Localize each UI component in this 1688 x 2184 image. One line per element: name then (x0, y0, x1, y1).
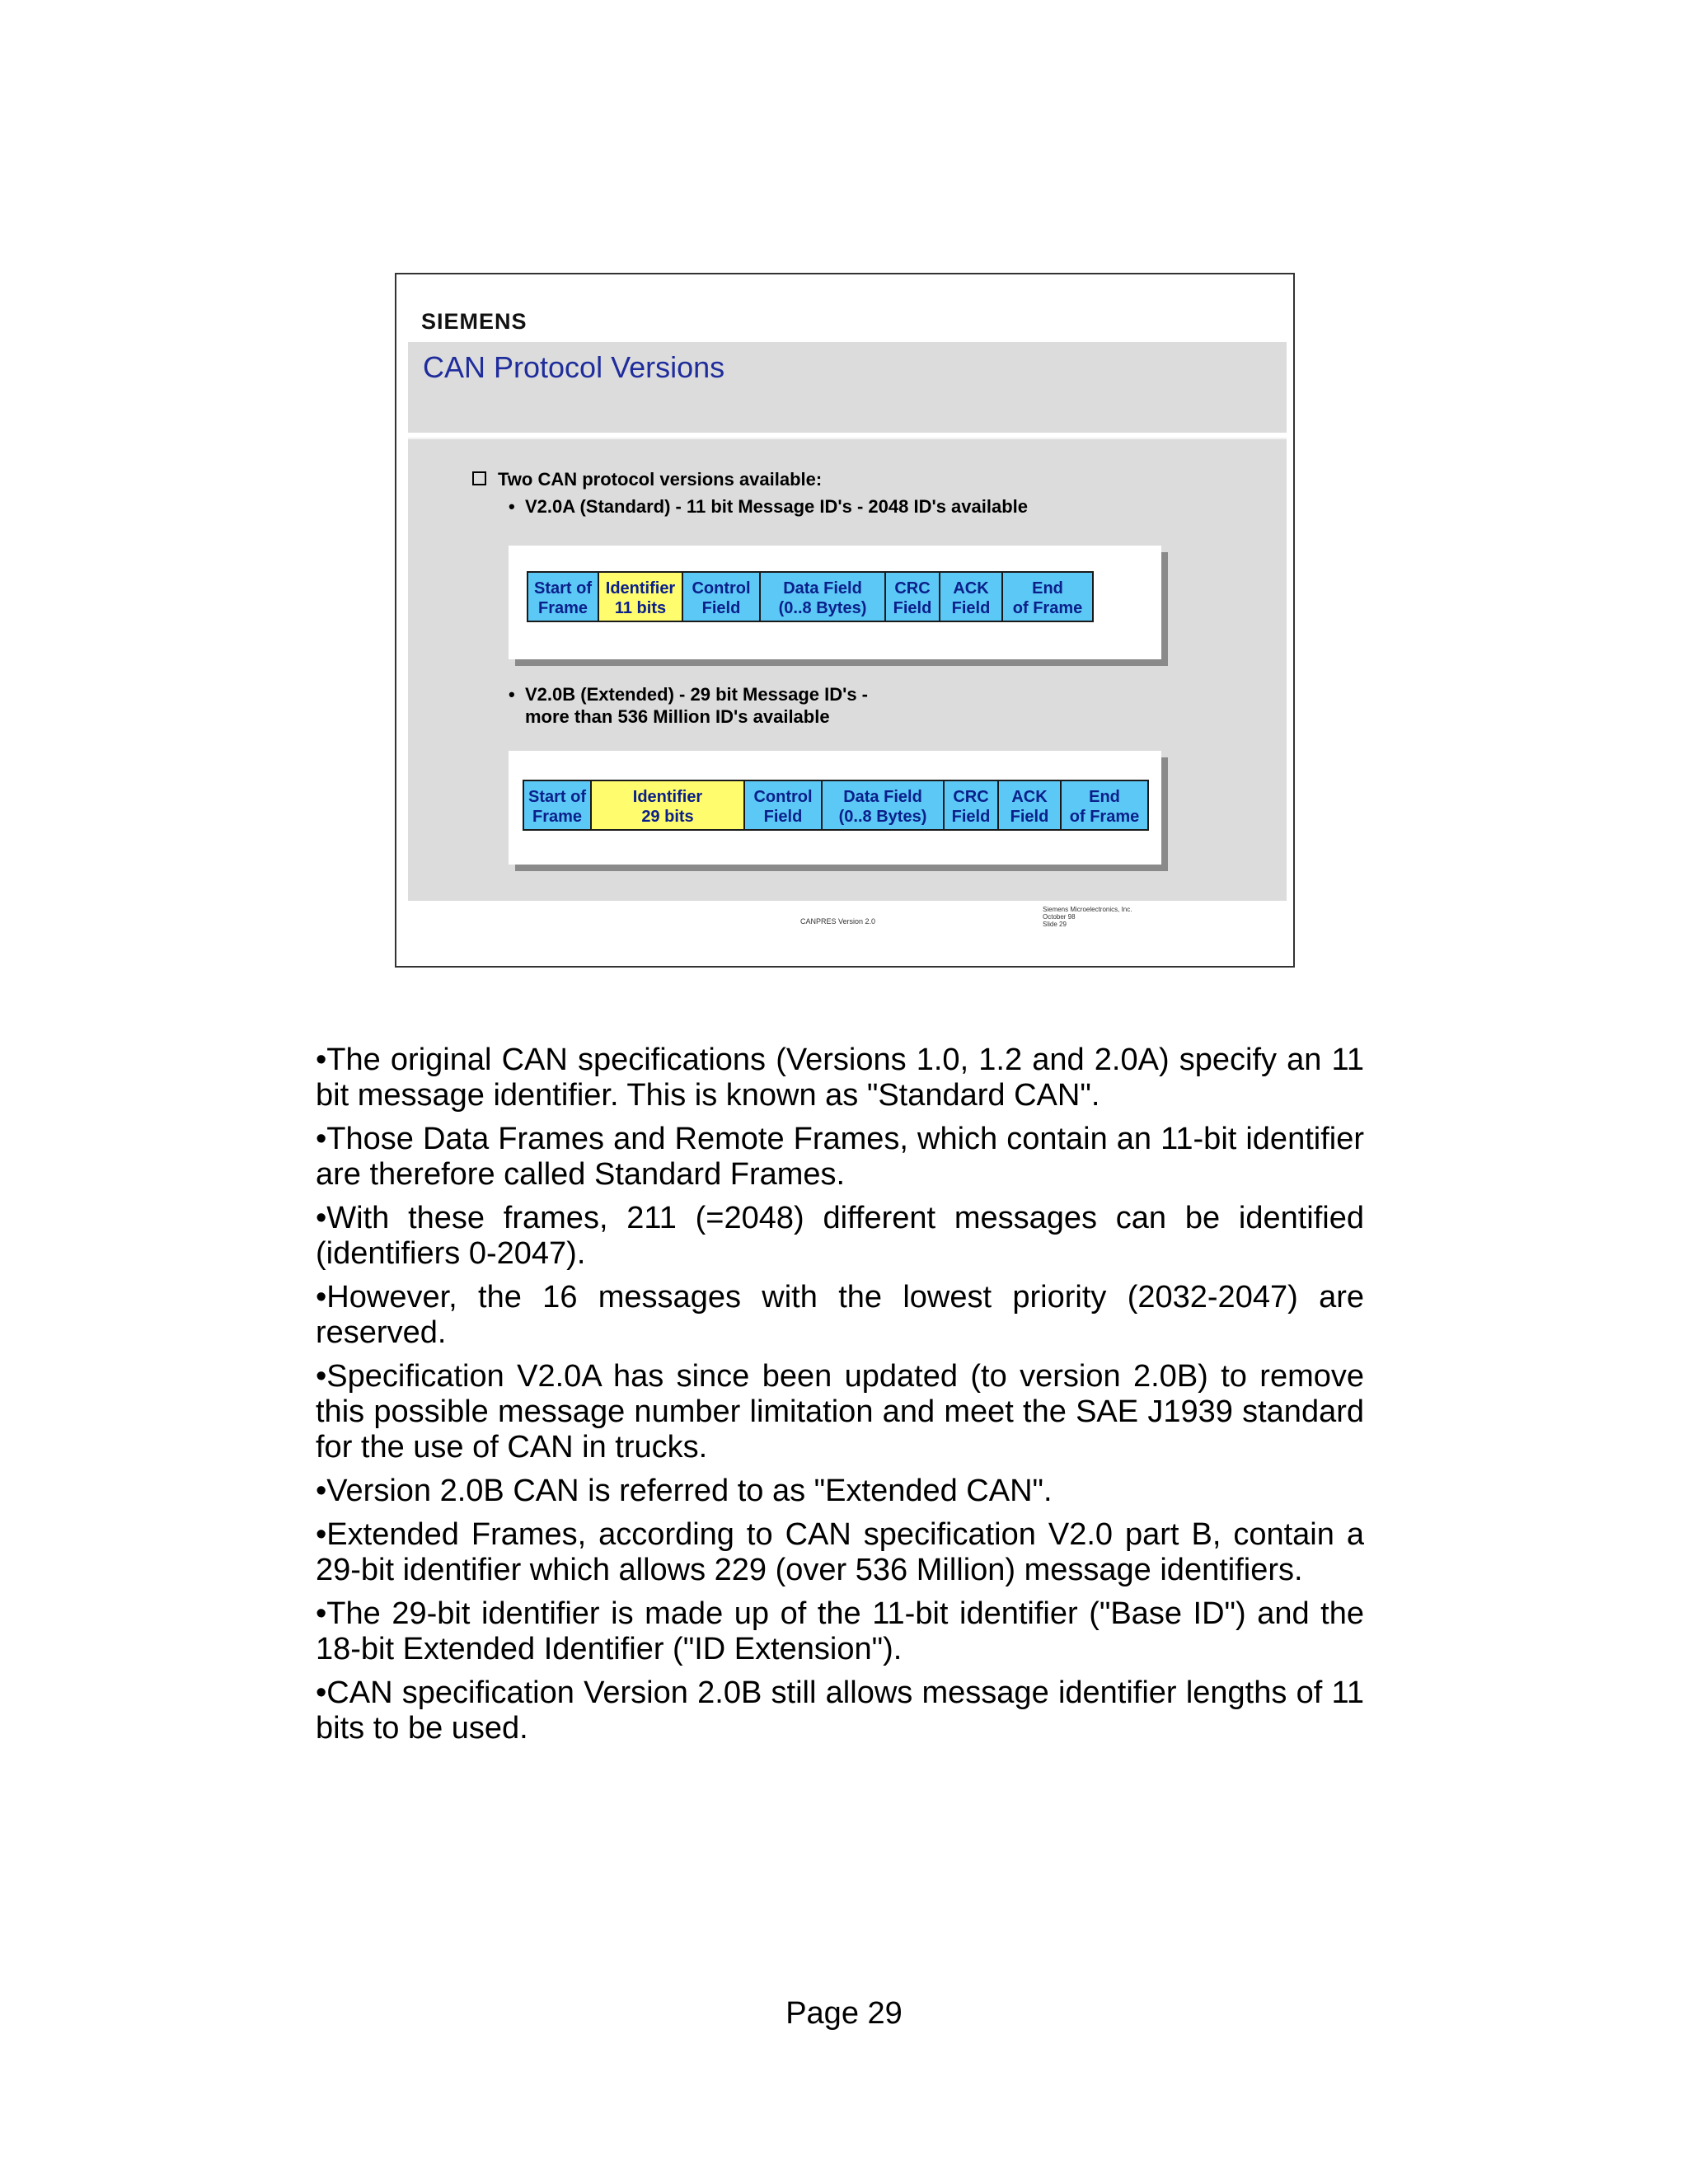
body-text (316, 1043, 1364, 1755)
siemens-logo: SIEMENS (421, 309, 528, 334)
main-bullet: Two CAN protocol versions available: (472, 469, 822, 490)
frame-field-crc: CRC Field (943, 780, 999, 831)
paragraph: •CAN specification Version 2.0B still allows message identifier lengths of 11 bits to be used. (316, 1675, 1364, 1746)
paragraph: •Extended Frames, according to CAN specification V2.0 part B, contain a 29-bit identifier which allows 229 (over 536 Million) message identifiers. (316, 1517, 1364, 1587)
frame-field-sof: Start of Frame (527, 571, 599, 622)
frame-field-control: Control Field (743, 780, 823, 831)
extended-frame-diagram (523, 780, 1149, 831)
frame-field-identifier: Identifier 11 bits (598, 571, 683, 622)
paragraph: •With these frames, 211 (=2048) different messages can be identified (identifiers 0-2047). (316, 1201, 1364, 1271)
paragraph: •Those Data Frames and Remote Frames, which contain an 11-bit identifier are therefore called Standard Frames. (316, 1122, 1364, 1192)
checkbox-bullet-icon (472, 471, 486, 485)
bullet-dot-icon: • (509, 684, 515, 705)
frame-field-eof: End of Frame (1001, 571, 1094, 622)
paragraph: •However, the 16 messages with the lowest priority (2032-2047) are reserved. (316, 1280, 1364, 1350)
frame-field-ack: ACK Field (939, 571, 1003, 622)
frame-field-identifier: Identifier 29 bits (590, 780, 745, 831)
frame-field-data: Data Field (0..8 Bytes) (821, 780, 945, 831)
paragraph: •Specification V2.0A has since been updated (to version 2.0B) to remove this possible message number limitation and meet the SAE J1939 standard for the use of CAN in trucks. (316, 1359, 1364, 1465)
slide-footer-version: CANPRES Version 2.0 (800, 917, 876, 926)
slide-footer-info: Siemens Microelectronics, Inc. October 98 Slide 29 (1043, 906, 1132, 928)
slide-title: CAN Protocol Versions (423, 350, 725, 384)
frame-field-ack: ACK Field (997, 780, 1062, 831)
standard-bullet: • V2.0A (Standard) - 11 bit Message ID's - 2048 ID's available (509, 496, 1029, 517)
slide-title-band (408, 342, 1287, 433)
paragraph: •Version 2.0B CAN is referred to as "Extended CAN". (316, 1474, 1053, 1508)
paragraph: •The original CAN specifications (Versions 1.0, 1.2 and 2.0A) specify an 11 bit message identifier. This is known as "Standard CAN". (316, 1043, 1364, 1113)
standard-frame-panel (509, 546, 1161, 659)
frame-field-eof: End of Frame (1060, 780, 1149, 831)
frame-field-sof: Start of Frame (523, 780, 592, 831)
frame-field-data: Data Field (0..8 Bytes) (759, 571, 886, 622)
frame-field-control: Control Field (682, 571, 761, 622)
frame-field-crc: CRC Field (884, 571, 940, 622)
standard-frame-diagram (527, 571, 1094, 622)
extended-frame-panel (509, 751, 1161, 865)
bullet-dot-icon: • (509, 496, 515, 517)
extended-bullet: • V2.0B (Extended) - 29 bit Message ID's - more than 536 Million ID's available (509, 684, 869, 727)
page-number: Page 29 (785, 1996, 903, 2031)
slide-image (395, 273, 1295, 968)
paragraph: •The 29-bit identifier is made up of the 11-bit identifier ("Base ID") and the 18-bit Extended Identifier ("ID Extension"). (316, 1596, 1364, 1666)
slide-content (408, 438, 1287, 901)
